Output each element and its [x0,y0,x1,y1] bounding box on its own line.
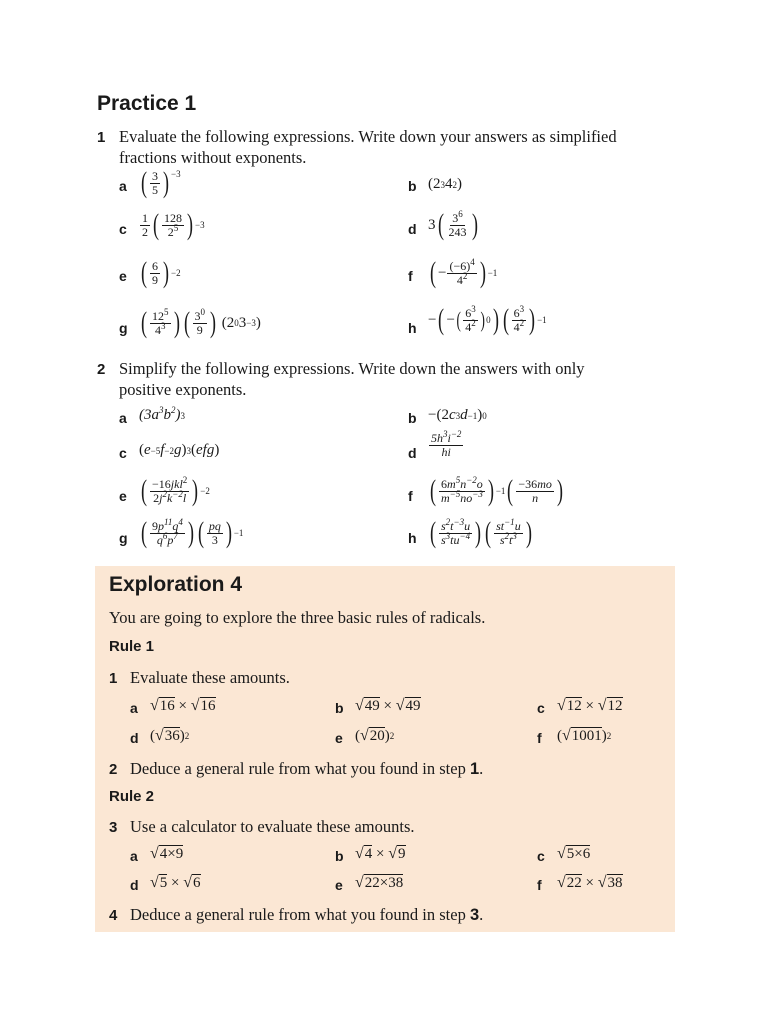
q1-label-f: f [408,268,413,284]
q2-label-b: b [408,410,417,426]
s1-expr-a: √ 16 × √ 16 [150,697,216,714]
q1-text-line2: fractions without exponents. [119,148,307,167]
q2-expr-d: $\frac{5h^3i^{-2}}{hi}$ [431,429,462,459]
q2-label-g: g [119,530,128,546]
step3-number: 3 [109,819,118,836]
s1-expr-f: ( √ 1001 ) 2 [557,727,612,744]
q2-expr-f: ( $\frac{6m^5n^{-2}o}{m^{-5}no^{-3}}$ ) −1 ( $\frac{-36mo}{n}$ ) [430,474,563,507]
q1-label-h: h [408,320,417,336]
s1-label-f: f [537,730,542,746]
q1-expr-b: (2 3 4 2 ) [428,176,462,192]
q2-expr-g: ( $\frac{9p^{11}q^4}{q^6p^7}$ ) ( $\frac{pq}{3}$ ) −1 [141,516,244,549]
q1-label-a: a [119,178,127,194]
s1-expr-b: √ 49 × √ 49 [355,697,421,714]
q1-number: 1 [97,129,106,146]
q1-expr-d: 3 ( $\frac{3^6}{243}$ ) [428,208,478,241]
s3-expr-f: √ 22 × √ 38 [557,874,623,891]
s3-expr-b: √ 4 × √ 9 [355,845,406,862]
q1-label-b: b [408,178,417,194]
exploration-title: Exploration 4 [109,573,243,596]
rule2-heading: Rule 2 [109,788,155,805]
step2-number: 2 [109,761,118,778]
q1-expr-a: ( $\frac{3}{5}$ ) −3 [141,166,181,199]
q2-label-e: e [119,488,127,504]
q2-expr-b: −(2 c 3 d −1 ) 0 [428,407,487,423]
step2-ref: 1 [469,760,480,778]
q1-expr-c: $\frac{1}{2}$ ( $\frac{128}{2^5}$ ) −3 [142,208,205,241]
q2-text [119,358,679,400]
s3-label-b: b [335,848,344,864]
s3-label-d: d [130,877,139,893]
q1-expr-h: − ( − ( $\frac{6^3}{4^2}$ ) 0 ) ( $\frac{6^3}{4^2}$ ) −1 [428,303,547,336]
q1-expr-g: ( $\frac{12^5}{4^3}$ ) ( $\frac{3^0}{9}$ ) (2 0 3 −3 ) [141,306,261,339]
q2-expr-e: ( $\frac{-16jkl^2}{2j^2k^{-2}l}$ ) −2 [141,474,210,507]
rule1-heading: Rule 1 [109,638,155,655]
q2-label-c: c [119,445,127,461]
q2-expr-h: ( $\frac{s^2t^{-3}u}{s^3tu^{-4}}$ ) ( $\frac{st^{-1}u}{s^2t^3}$ ) [430,516,532,549]
s1-label-a: a [130,700,138,716]
s1-label-e: e [335,730,343,746]
s3-label-f: f [537,877,542,893]
s3-label-c: c [537,848,545,864]
s3-expr-d: √ 5 × √ 6 [150,874,201,891]
s3-label-a: a [130,848,138,864]
q2-number: 2 [97,361,106,378]
s3-expr-a: √ 4×9 [150,845,184,862]
s1-expr-c: √ 12 × √ 12 [557,697,623,714]
q2-label-d: d [408,445,417,461]
step2-text-body: Deduce a general rule from what you found in step [130,759,470,778]
q2-label-h: h [408,530,417,546]
q1-text-line1: Evaluate the following expressions. Write down your answers as simplified [119,127,617,146]
step4-number: 4 [109,907,118,924]
exploration-intro: You are going to explore the three basic rules of radicals. [109,608,486,627]
q1-label-c: c [119,221,127,237]
step4-ref: 3 [469,906,480,924]
s1-expr-e: ( √ 20 ) 2 [355,727,395,744]
s1-label-d: d [130,730,139,746]
q2-text-line2: positive exponents. [119,380,247,399]
q2-expr-a: $(3a^3b^2)$ 3 [139,405,185,423]
step4-end: . [479,905,484,924]
q1-label-d: d [408,221,417,237]
step2-text [130,758,483,780]
q2-text-line1: Simplify the following expressions. Write down the answers with only [119,359,585,378]
q1-label-e: e [119,268,127,284]
s1-expr-d: ( √ 36 ) 2 [150,727,190,744]
q2-label-a: a [119,410,127,426]
s3-label-e: e [335,877,343,893]
step3-text: Use a calculator to evaluate these amounts. [130,817,415,836]
s1-label-b: b [335,700,344,716]
step1-text: Evaluate these amounts. [130,668,290,687]
practice-title: Practice 1 [97,92,197,115]
q2-expr-c: ( e −5 f −2 g ) 3 ( efg ) [139,442,220,458]
s3-expr-e: √ 22×38 [355,874,404,891]
q1-label-g: g [119,320,128,336]
q1-expr-f: ( − $\frac{(-6)^4}{4^2}$ ) −1 [430,256,498,289]
q1-text [119,126,679,168]
step4-text [130,904,483,926]
q1-expr-e: ( $\frac{6}{9}$ ) −2 [141,256,181,289]
q2-label-f: f [408,488,413,504]
step2-end: . [479,759,484,778]
s3-expr-c: √ 5×6 [557,845,591,862]
step4-text-body: Deduce a general rule from what you found in step [130,905,470,924]
step1-number: 1 [109,670,118,687]
s1-label-c: c [537,700,545,716]
